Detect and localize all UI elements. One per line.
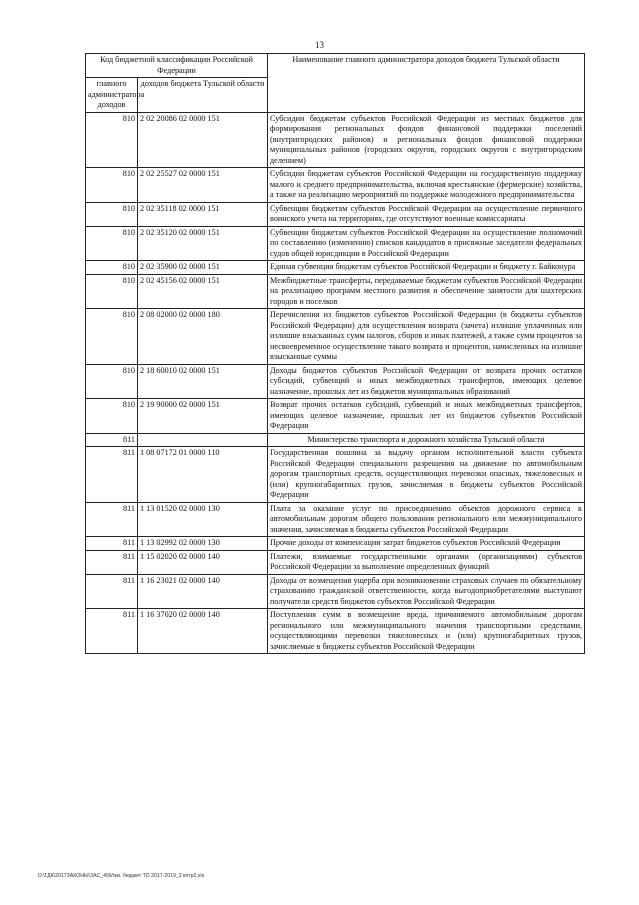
admin-code-cell: 811 [86, 537, 138, 551]
income-code-cell [138, 433, 268, 447]
income-code-cell: 2 02 20086 02 0000 151 [138, 112, 268, 168]
admin-code-cell: 810 [86, 364, 138, 399]
footer-file-path: D:\ГДК\2017ЗАКОНЫ\ЗАС_40\Изм. бюджет ТО 2017-2019_2 вчтр2.xls [38, 873, 205, 879]
table-row [86, 364, 585, 399]
income-name-cell: Межбюджетные трансферты, передаваемые бюджетам субъектов Российской Федерации на реализацию программ местного развития и обеспечение занятости для шахтерских городов и поселков [268, 274, 585, 309]
table-row [86, 574, 585, 609]
income-code-cell: 2 18 60010 02 0000 151 [138, 364, 268, 399]
income-code-cell: 1 08 07172 01 0000 110 [138, 447, 268, 503]
ministry-heading-row [86, 433, 585, 447]
income-name-cell: Прочие доходы от компенсации затрат бюджетов субъектов Российской Федерации [268, 537, 585, 551]
income-name-cell: Субсидии бюджетам субъектов Российской Федерации на государственную поддержку малого и среднего предпринимательства, включая крестьянские (фермерские) хозяйства, а также на реализацию мероприятий по поддержке молодежного предпринимательства [268, 168, 585, 203]
ministry-name-cell: Министерство транспорта и дорожного хозяйства Тульской области [268, 433, 585, 447]
table-row [86, 309, 585, 365]
admin-code-cell: 811 [86, 502, 138, 537]
admin-code-cell: 810 [86, 226, 138, 261]
table-row [86, 261, 585, 275]
income-code-cell: 2 02 25527 02 0000 151 [138, 168, 268, 203]
income-code-cell: 2 02 35120 02 0000 151 [138, 226, 268, 261]
admin-code-cell: 810 [86, 399, 138, 434]
code-group-header: Код бюджетной классификации Российской Федерации [86, 54, 268, 78]
income-code-cell: 2 02 35118 02 0000 151 [138, 202, 268, 226]
admin-column-header: главного администратора доходов [86, 78, 138, 113]
admin-code-cell: 810 [86, 309, 138, 365]
table-row [86, 202, 585, 226]
table-row [86, 226, 585, 261]
table-row [86, 609, 585, 654]
income-code-cell: 1 15 02020 02 0000 140 [138, 550, 268, 574]
income-name-cell: Государственная пошлина за выдачу органом исполнительной власти субъекта Российской Федерации специального разрешения на движение по автомобильным дорогам транспортных средств, осуществляющих перевозки опасных, тяжеловесных и (или) крупногабаритных грузов, зачисляемая в бюджеты субъектов Российской Федерации [268, 447, 585, 503]
income-name-cell: Доходы от возмещения ущерба при возникновении страховых случаев по обязательному страхованию гражданской ответственности, когда выгодоприобретателями выступают получатели средств бюджетов субъектов Российской Федерации [268, 574, 585, 609]
admin-code-cell: 810 [86, 168, 138, 203]
admin-code-cell: 810 [86, 274, 138, 309]
income-code-cell: 2 02 35900 02 0000 151 [138, 261, 268, 275]
table-body [86, 112, 585, 654]
admin-code-cell: 811 [86, 609, 138, 654]
income-code-cell: 1 13 01520 02 0000 130 [138, 502, 268, 537]
table-row [86, 112, 585, 168]
admin-code-cell: 811 [86, 550, 138, 574]
income-name-cell: Доходы бюджетов субъектов Российской Федерации от возврата прочих остатков субсидий, субвенций и иных межбюджетных трансфертов, имеющих целевое назначение, прошлых лет из бюджетов муниципальных образований [268, 364, 585, 399]
table-row [86, 502, 585, 537]
table-row [86, 550, 585, 574]
page-number: 13 [315, 40, 324, 50]
admin-code-cell: 810 [86, 261, 138, 275]
table-row [86, 168, 585, 203]
income-column-header: доходов бюджета Тульской области [138, 78, 268, 113]
table-row [86, 399, 585, 434]
table-row [86, 537, 585, 551]
admin-code-cell: 810 [86, 202, 138, 226]
income-code-cell: 2 19 90000 02 0000 151 [138, 399, 268, 434]
budget-classification-table [85, 53, 585, 654]
income-code-cell: 1 16 23021 02 0000 140 [138, 574, 268, 609]
income-code-cell: 2 02 45156 02 0000 151 [138, 274, 268, 309]
admin-code-cell: 811 [86, 433, 138, 447]
income-code-cell: 1 13 02992 02 0000 130 [138, 537, 268, 551]
admin-code-cell: 811 [86, 447, 138, 503]
table-row [86, 447, 585, 503]
income-name-cell: Платежи, взимаемые государственными органами (организациями) субъектов Российской Федерации за выполнение определенных функций [268, 550, 585, 574]
income-code-cell: 1 16 37020 02 0000 140 [138, 609, 268, 654]
admin-code-cell: 811 [86, 574, 138, 609]
admin-code-cell: 810 [86, 112, 138, 168]
table-row [86, 274, 585, 309]
income-name-cell: Субвенции бюджетам субъектов Российской Федерации на осуществление первичного воинского учета на территориях, где отсутствуют военные комиссариаты [268, 202, 585, 226]
income-code-cell: 2 08 02000 02 0000 180 [138, 309, 268, 365]
income-name-cell: Перечисления из бюджетов субъектов Российской Федерации (в бюджеты субъектов Российской Федерации) для осуществления возврата (зачета) излишне уплаченных или излишне взысканных сумм налогов, сборов и иных платежей, а также сумм процентов за несвоевременное осуществление такого возврата и процентов, начисленных на излишне взысканные суммы [268, 309, 585, 365]
income-name-cell: Возврат прочих остатков субсидий, субвенций и иных межбюджетных трансфертов, имеющих целевое назначение, прошлых лет из бюджетов субъектов Российской Федерации [268, 399, 585, 434]
income-name-cell: Единая субвенция бюджетам субъектов Российской Федерации и бюджету г. Байконура [268, 261, 585, 275]
income-name-cell: Плата за оказание услуг по присоединению объектов дорожного сервиса к автомобильным дорогам общего пользования регионального или межмуниципального значения, зачисляемая в бюджеты субъектов Российской Федерации [268, 502, 585, 537]
income-name-cell: Субвенции бюджетам субъектов Российской Федерации на осуществление полномочий по составлению (изменению) списков кандидатов в присяжные заседатели федеральных судов общей юрисдикции в Российской Федерации [268, 226, 585, 261]
table-header-row [86, 54, 585, 78]
name-column-header: Наименование главного администратора доходов бюджета Тульской области [268, 54, 585, 113]
income-name-cell: Субсидии бюджетам субъектов Российской Федерации из местных бюджетов для формирования региональных фондов финансовой поддержки поселений (внутригородских районов) и региональных фондов финансовой поддержки муниципальных районов (городских округов, городских округов с внутригородским делением) [268, 112, 585, 168]
income-name-cell: Поступления сумм в возмещение вреда, причиняемого автомобильным дорогам регионального или межмуниципального значения транспортными средствами, осуществляющими перевозки тяжеловесных и (или) крупногабаритных грузов, зачисляемые в бюджеты субъектов Российской Федерации [268, 609, 585, 654]
